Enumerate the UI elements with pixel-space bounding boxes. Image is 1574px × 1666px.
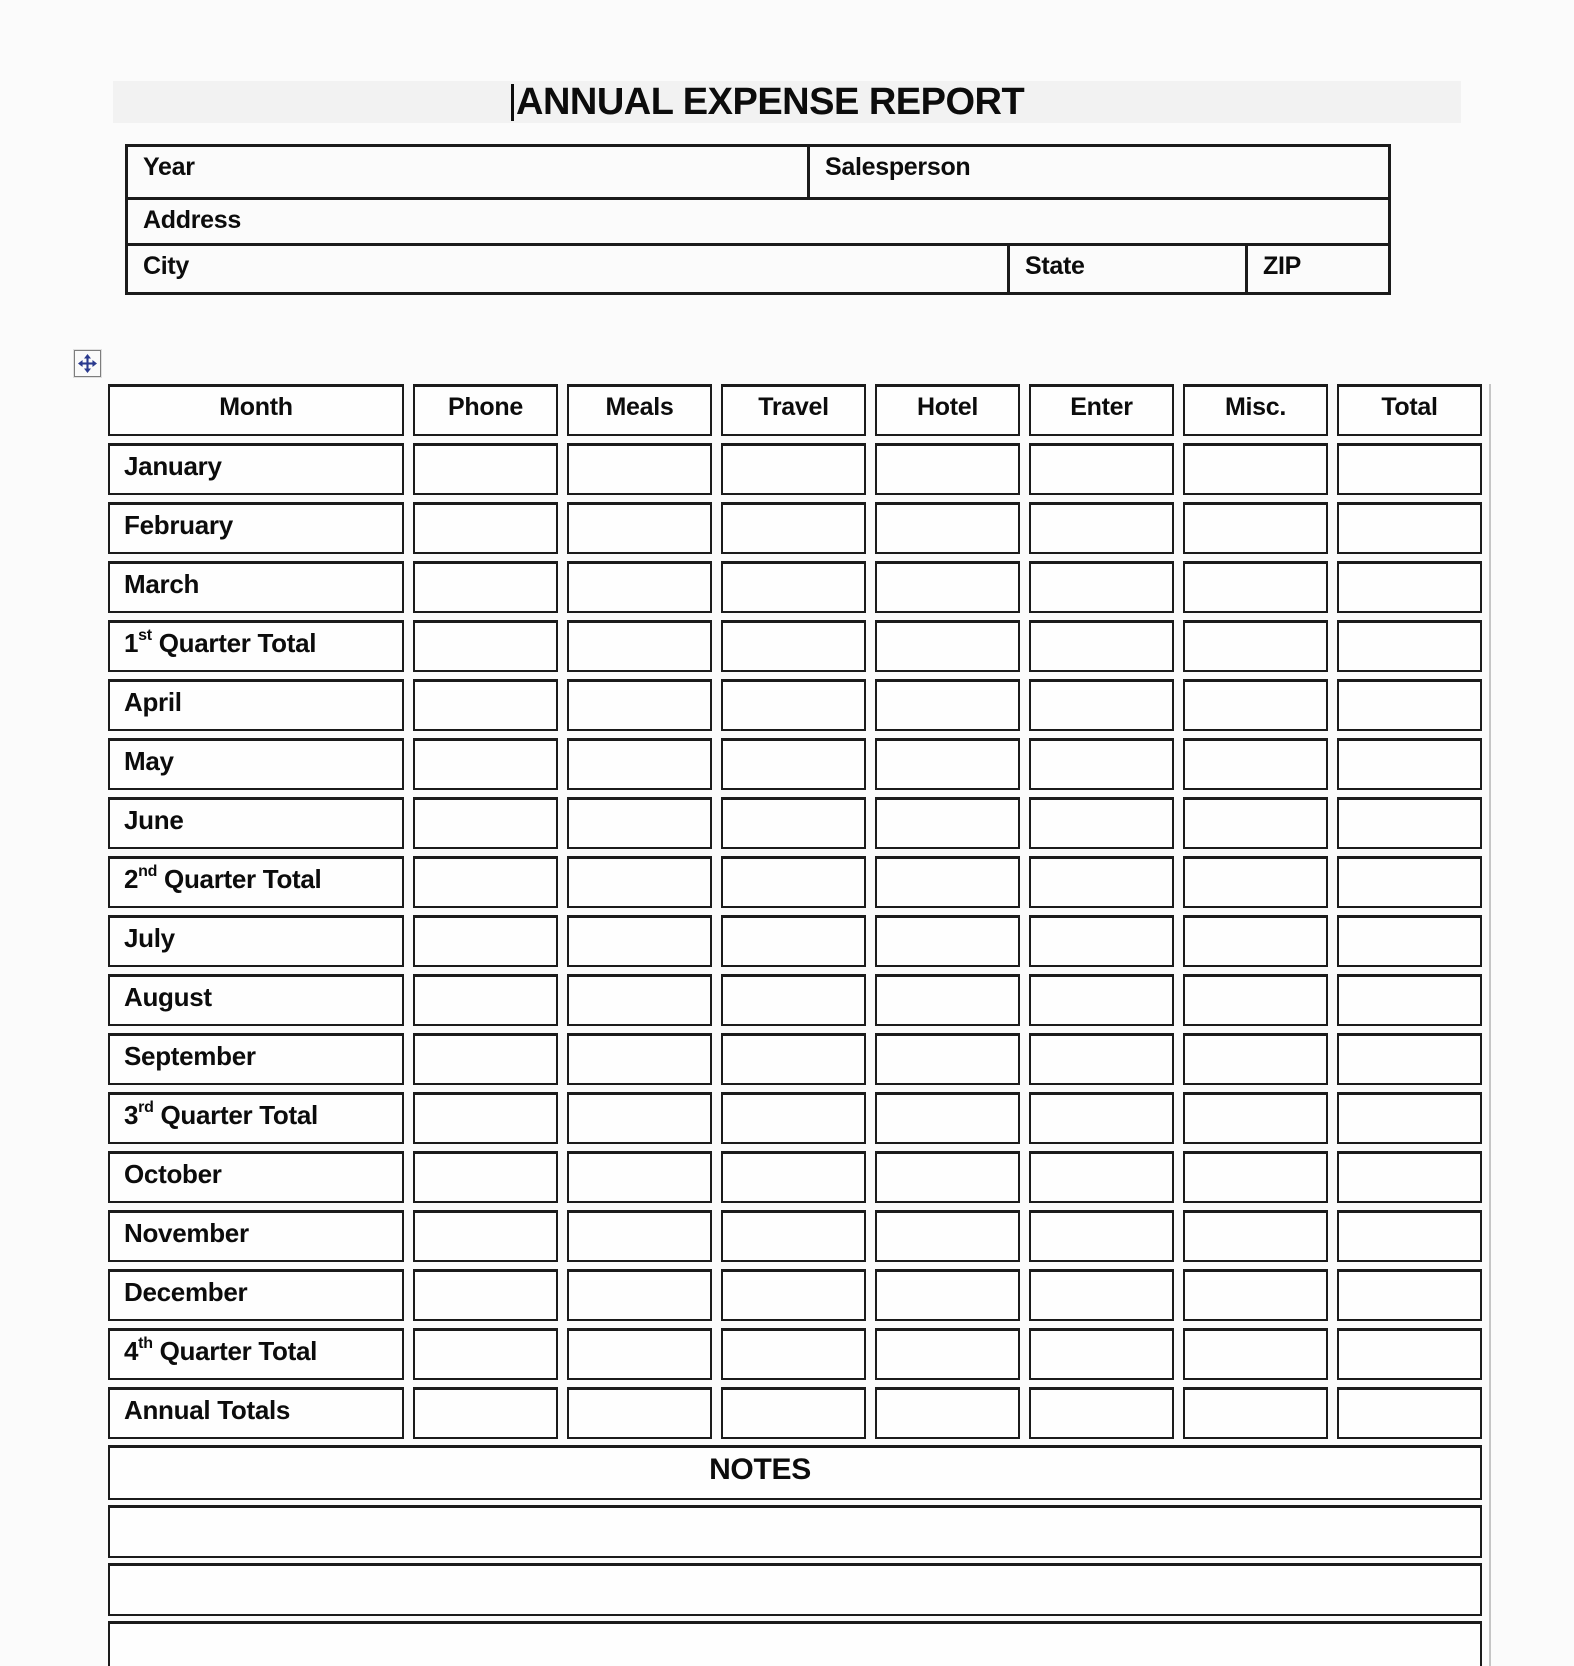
- cell-january-meals[interactable]: [567, 443, 712, 495]
- column-header-total: Total: [1337, 384, 1482, 436]
- cell-august-enter[interactable]: [1029, 974, 1174, 1026]
- cell-june-misc[interactable]: [1183, 797, 1328, 849]
- cell-2nd-quarter-total-misc[interactable]: [1183, 856, 1328, 908]
- cell-october-phone[interactable]: [413, 1151, 558, 1203]
- cell-august-misc[interactable]: [1183, 974, 1328, 1026]
- cell-may-travel[interactable]: [721, 738, 866, 790]
- cell-2nd-quarter-total-total[interactable]: [1337, 856, 1482, 908]
- cell-october-meals[interactable]: [567, 1151, 712, 1203]
- cell-july-misc[interactable]: [1183, 915, 1328, 967]
- cell-september-hotel[interactable]: [875, 1033, 1020, 1085]
- notes-blank-rows: [108, 1505, 1482, 1666]
- zip-field[interactable]: [1245, 246, 1388, 292]
- cell-december-meals[interactable]: [567, 1269, 712, 1321]
- column-header-month: Month: [108, 384, 404, 436]
- row-label-may: May: [108, 738, 404, 790]
- cell-june-hotel[interactable]: [875, 797, 1020, 849]
- year-label: Year: [143, 153, 195, 181]
- cell-3rd-quarter-total-phone[interactable]: [413, 1092, 558, 1144]
- info-row-city-state-zip: [128, 243, 1388, 292]
- cell-february-travel[interactable]: [721, 502, 866, 554]
- salesperson-field[interactable]: [807, 147, 1388, 197]
- cell-april-misc[interactable]: [1183, 679, 1328, 731]
- cell-august-total[interactable]: [1337, 974, 1482, 1026]
- row-label-july: July: [108, 915, 404, 967]
- cell-january-travel[interactable]: [721, 443, 866, 495]
- cell-february-enter[interactable]: [1029, 502, 1174, 554]
- cell-november-travel[interactable]: [721, 1210, 866, 1262]
- table-move-handle[interactable]: [74, 350, 101, 377]
- cell-january-phone[interactable]: [413, 443, 558, 495]
- cell-march-misc[interactable]: [1183, 561, 1328, 613]
- cell-february-total[interactable]: [1337, 502, 1482, 554]
- cell-june-meals[interactable]: [567, 797, 712, 849]
- cell-november-phone[interactable]: [413, 1210, 558, 1262]
- cell-june-travel[interactable]: [721, 797, 866, 849]
- state-field[interactable]: [1007, 246, 1245, 292]
- cell-december-enter[interactable]: [1029, 1269, 1174, 1321]
- column-header-travel: Travel: [721, 384, 866, 436]
- cell-january-hotel[interactable]: [875, 443, 1020, 495]
- row-label-1st-quarter-total: 1st Quarter Total: [108, 620, 404, 672]
- cell-4th-quarter-total-enter[interactable]: [1029, 1328, 1174, 1380]
- cell-december-total[interactable]: [1337, 1269, 1482, 1321]
- table-right-gridline: [1489, 384, 1491, 1666]
- cell-january-enter[interactable]: [1029, 443, 1174, 495]
- cell-august-meals[interactable]: [567, 974, 712, 1026]
- cell-july-phone[interactable]: [413, 915, 558, 967]
- column-header-misc: Misc.: [1183, 384, 1328, 436]
- expense-table: [108, 384, 1482, 1439]
- cell-2nd-quarter-total-hotel[interactable]: [875, 856, 1020, 908]
- cell-2nd-quarter-total-meals[interactable]: [567, 856, 712, 908]
- cell-3rd-quarter-total-enter[interactable]: [1029, 1092, 1174, 1144]
- cell-2nd-quarter-total-phone[interactable]: [413, 856, 558, 908]
- cell-annual-totals-hotel[interactable]: [875, 1387, 1020, 1439]
- info-row-address: [128, 197, 1388, 243]
- row-label-october: October: [108, 1151, 404, 1203]
- column-header-meals: Meals: [567, 384, 712, 436]
- cell-may-total[interactable]: [1337, 738, 1482, 790]
- cell-february-misc[interactable]: [1183, 502, 1328, 554]
- cell-november-misc[interactable]: [1183, 1210, 1328, 1262]
- cell-september-phone[interactable]: [413, 1033, 558, 1085]
- column-header-hotel: Hotel: [875, 384, 1020, 436]
- cell-may-misc[interactable]: [1183, 738, 1328, 790]
- page-title: ANNUAL EXPENSE REPORT: [516, 81, 1025, 123]
- notes-blank-row-2[interactable]: [108, 1563, 1482, 1616]
- address-field[interactable]: [128, 200, 1388, 243]
- salesperson-label: Salesperson: [825, 153, 971, 181]
- cell-december-phone[interactable]: [413, 1269, 558, 1321]
- row-label-august: August: [108, 974, 404, 1026]
- cell-october-misc[interactable]: [1183, 1151, 1328, 1203]
- notes-section: [108, 1445, 1482, 1666]
- city-field[interactable]: [128, 246, 1007, 292]
- cell-september-meals[interactable]: [567, 1033, 712, 1085]
- cell-4th-quarter-total-total[interactable]: [1337, 1328, 1482, 1380]
- row-label-april: April: [108, 679, 404, 731]
- cell-1st-quarter-total-meals[interactable]: [567, 620, 712, 672]
- cell-may-hotel[interactable]: [875, 738, 1020, 790]
- zip-label: ZIP: [1263, 252, 1301, 280]
- cell-march-hotel[interactable]: [875, 561, 1020, 613]
- state-label: State: [1025, 252, 1085, 280]
- notes-heading: NOTES: [709, 1453, 811, 1486]
- cell-november-meals[interactable]: [567, 1210, 712, 1262]
- cell-april-meals[interactable]: [567, 679, 712, 731]
- info-row-year-salesperson: [128, 147, 1388, 197]
- cell-january-misc[interactable]: [1183, 443, 1328, 495]
- title-band: [113, 81, 1461, 123]
- cell-october-hotel[interactable]: [875, 1151, 1020, 1203]
- row-label-2nd-quarter-total: 2nd Quarter Total: [108, 856, 404, 908]
- cell-march-total[interactable]: [1337, 561, 1482, 613]
- cell-june-total[interactable]: [1337, 797, 1482, 849]
- cell-october-travel[interactable]: [721, 1151, 866, 1203]
- cell-2nd-quarter-total-travel[interactable]: [721, 856, 866, 908]
- year-field[interactable]: [128, 147, 807, 197]
- cell-september-travel[interactable]: [721, 1033, 866, 1085]
- cell-october-enter[interactable]: [1029, 1151, 1174, 1203]
- cell-3rd-quarter-total-total[interactable]: [1337, 1092, 1482, 1144]
- cell-annual-totals-phone[interactable]: [413, 1387, 558, 1439]
- cell-february-hotel[interactable]: [875, 502, 1020, 554]
- city-label: City: [143, 252, 190, 280]
- cell-september-enter[interactable]: [1029, 1033, 1174, 1085]
- cell-3rd-quarter-total-travel[interactable]: [721, 1092, 866, 1144]
- cell-august-travel[interactable]: [721, 974, 866, 1026]
- cell-september-misc[interactable]: [1183, 1033, 1328, 1085]
- cell-4th-quarter-total-misc[interactable]: [1183, 1328, 1328, 1380]
- cell-1st-quarter-total-hotel[interactable]: [875, 620, 1020, 672]
- cell-february-meals[interactable]: [567, 502, 712, 554]
- cell-february-phone[interactable]: [413, 502, 558, 554]
- cell-may-phone[interactable]: [413, 738, 558, 790]
- cell-april-travel[interactable]: [721, 679, 866, 731]
- cell-annual-totals-enter[interactable]: [1029, 1387, 1174, 1439]
- row-label-3rd-quarter-total: 3rd Quarter Total: [108, 1092, 404, 1144]
- cell-august-hotel[interactable]: [875, 974, 1020, 1026]
- column-header-enter: Enter: [1029, 384, 1174, 436]
- cell-june-enter[interactable]: [1029, 797, 1174, 849]
- cell-april-enter[interactable]: [1029, 679, 1174, 731]
- cell-march-enter[interactable]: [1029, 561, 1174, 613]
- cell-april-phone[interactable]: [413, 679, 558, 731]
- cell-april-hotel[interactable]: [875, 679, 1020, 731]
- cell-1st-quarter-total-travel[interactable]: [721, 620, 866, 672]
- row-label-march: March: [108, 561, 404, 613]
- column-header-phone: Phone: [413, 384, 558, 436]
- cell-april-total[interactable]: [1337, 679, 1482, 731]
- cell-annual-totals-misc[interactable]: [1183, 1387, 1328, 1439]
- cell-december-hotel[interactable]: [875, 1269, 1020, 1321]
- cell-may-enter[interactable]: [1029, 738, 1174, 790]
- cell-4th-quarter-total-phone[interactable]: [413, 1328, 558, 1380]
- cell-july-enter[interactable]: [1029, 915, 1174, 967]
- info-form: [125, 144, 1391, 295]
- row-label-february: February: [108, 502, 404, 554]
- cell-2nd-quarter-total-enter[interactable]: [1029, 856, 1174, 908]
- row-label-january: January: [108, 443, 404, 495]
- cell-1st-quarter-total-total[interactable]: [1337, 620, 1482, 672]
- cell-4th-quarter-total-travel[interactable]: [721, 1328, 866, 1380]
- cell-1st-quarter-total-phone[interactable]: [413, 620, 558, 672]
- notes-heading-row[interactable]: [108, 1445, 1482, 1500]
- cell-may-meals[interactable]: [567, 738, 712, 790]
- cell-november-total[interactable]: [1337, 1210, 1482, 1262]
- cell-1st-quarter-total-misc[interactable]: [1183, 620, 1328, 672]
- cell-november-hotel[interactable]: [875, 1210, 1020, 1262]
- cell-annual-totals-total[interactable]: [1337, 1387, 1482, 1439]
- cell-october-total[interactable]: [1337, 1151, 1482, 1203]
- cell-annual-totals-meals[interactable]: [567, 1387, 712, 1439]
- cell-march-travel[interactable]: [721, 561, 866, 613]
- cell-july-total[interactable]: [1337, 915, 1482, 967]
- cell-march-phone[interactable]: [413, 561, 558, 613]
- cell-december-misc[interactable]: [1183, 1269, 1328, 1321]
- cell-june-phone[interactable]: [413, 797, 558, 849]
- four-way-arrow-icon: [78, 354, 97, 373]
- row-label-4th-quarter-total: 4th Quarter Total: [108, 1328, 404, 1380]
- cell-july-meals[interactable]: [567, 915, 712, 967]
- cell-3rd-quarter-total-misc[interactable]: [1183, 1092, 1328, 1144]
- notes-blank-row-3[interactable]: [108, 1621, 1482, 1666]
- address-label: Address: [143, 206, 241, 234]
- cell-march-meals[interactable]: [567, 561, 712, 613]
- text-cursor-icon: [511, 84, 514, 121]
- row-label-june: June: [108, 797, 404, 849]
- notes-blank-row-1[interactable]: [108, 1505, 1482, 1558]
- cell-4th-quarter-total-meals[interactable]: [567, 1328, 712, 1380]
- row-label-september: September: [108, 1033, 404, 1085]
- row-label-november: November: [108, 1210, 404, 1262]
- cell-august-phone[interactable]: [413, 974, 558, 1026]
- cell-1st-quarter-total-enter[interactable]: [1029, 620, 1174, 672]
- cell-annual-totals-travel[interactable]: [721, 1387, 866, 1439]
- cell-july-travel[interactable]: [721, 915, 866, 967]
- cell-december-travel[interactable]: [721, 1269, 866, 1321]
- cell-4th-quarter-total-hotel[interactable]: [875, 1328, 1020, 1380]
- row-label-annual-totals: Annual Totals: [108, 1387, 404, 1439]
- cell-january-total[interactable]: [1337, 443, 1482, 495]
- row-label-december: December: [108, 1269, 404, 1321]
- cell-september-total[interactable]: [1337, 1033, 1482, 1085]
- cell-3rd-quarter-total-meals[interactable]: [567, 1092, 712, 1144]
- cell-3rd-quarter-total-hotel[interactable]: [875, 1092, 1020, 1144]
- cell-november-enter[interactable]: [1029, 1210, 1174, 1262]
- cell-july-hotel[interactable]: [875, 915, 1020, 967]
